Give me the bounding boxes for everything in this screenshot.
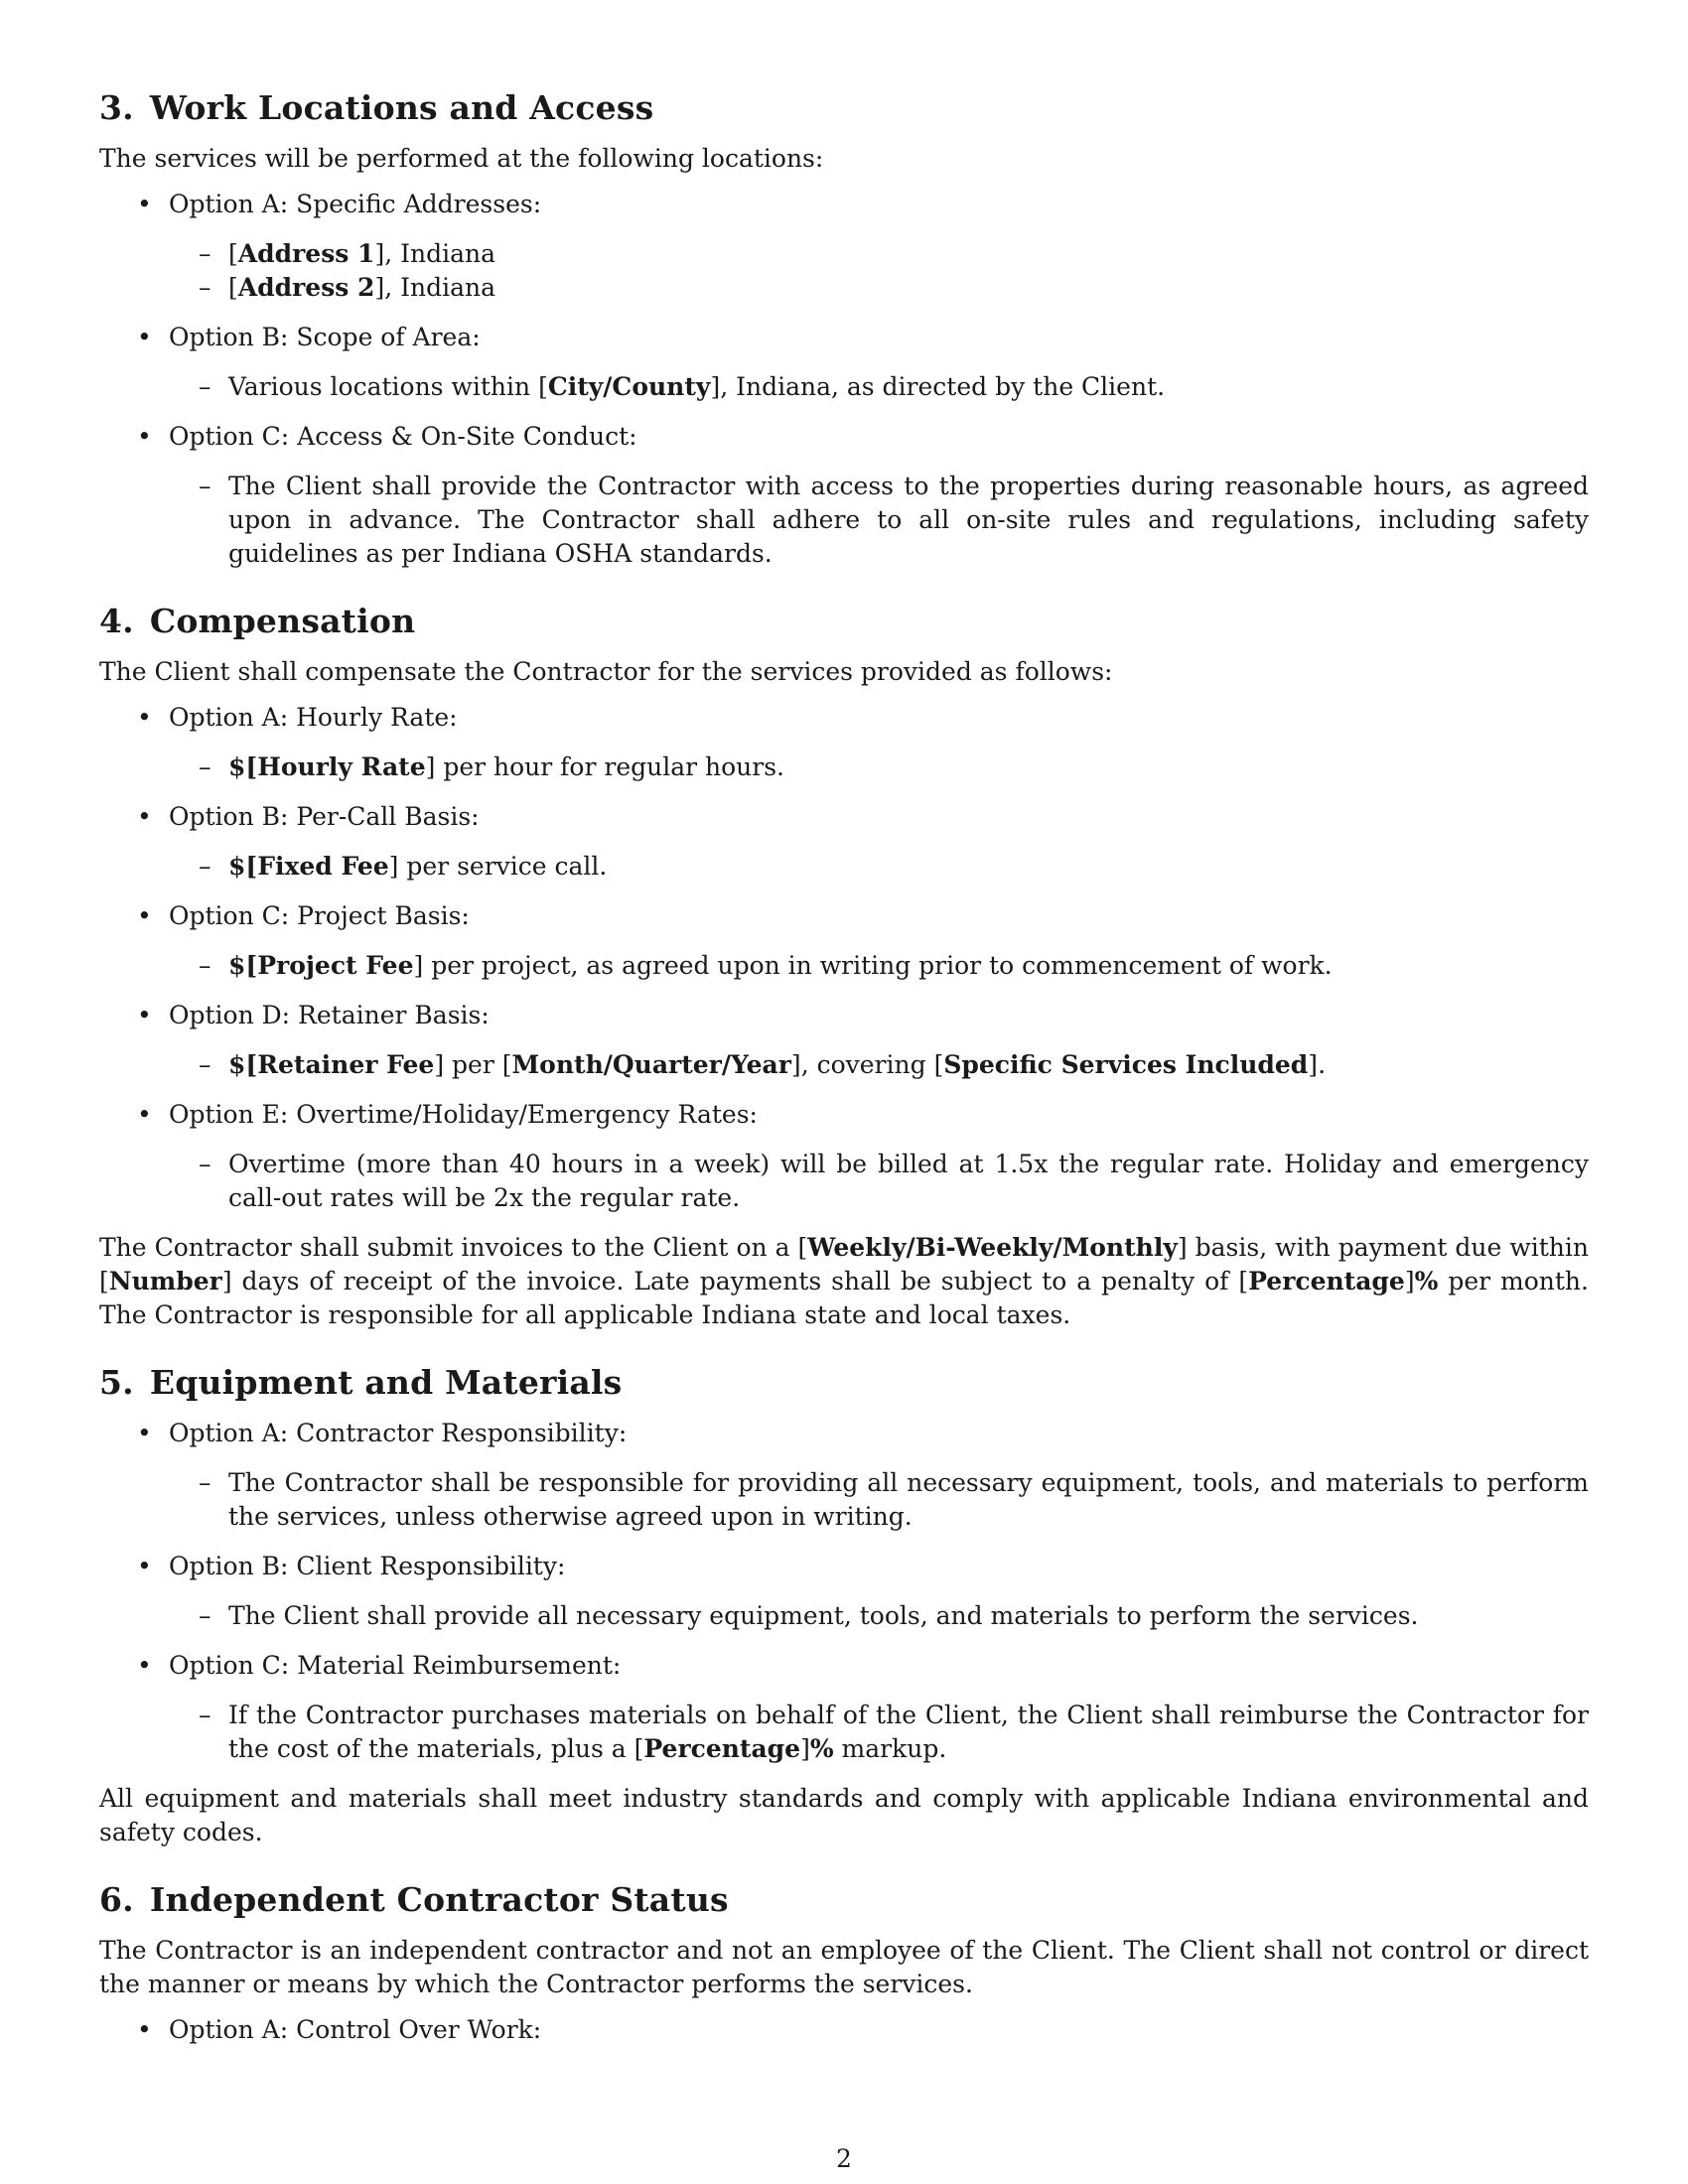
option-list <box>99 188 1589 571</box>
sub-item: – The Client shall provide all necessary equipment, tools, and materials to perform the services. <box>169 1599 1589 1633</box>
option-item: • Option C: Project Basis: – $[Project Fee] per project, as agreed upon in writing prior to commencement of work. <box>99 899 1589 983</box>
document-page <box>99 87 1589 2077</box>
sub-list <box>169 751 1589 784</box>
sub-list <box>169 1699 1589 1766</box>
option-item: • Option B: Per-Call Basis: – $[Fixed Fee] per service call. <box>99 800 1589 884</box>
sub-item: – If the Contractor purchases materials on behalf of the Client, the Client shall reimburse the Contractor for the cost of the materials, plus a [Percentage]% markup. <box>169 1699 1589 1766</box>
sub-list <box>169 1466 1589 1534</box>
sub-item: – [Address 1], Indiana <box>169 237 1589 271</box>
section-independent-contractor <box>99 1879 1589 2047</box>
option-list <box>99 2013 1589 2047</box>
option-item: • Option A: Control Over Work: <box>99 2013 1589 2047</box>
sub-item: – $[Project Fee] per project, as agreed upon in writing prior to commencement of work. <box>169 949 1589 983</box>
option-item: • Option A: Specific Addresses: – [Address 1], Indiana – [Address 2], Indiana <box>99 188 1589 305</box>
placeholder-field: City/County <box>547 371 711 401</box>
option-list <box>99 1417 1589 1766</box>
page-number: 2 <box>836 2144 852 2173</box>
placeholder-field: Specific Services Included <box>943 1049 1309 1079</box>
sub-list <box>169 370 1589 404</box>
placeholder-field: Percentage <box>643 1733 801 1763</box>
section-heading: 6. Independent Contractor Status <box>99 1879 729 1919</box>
option-item: • Option A: Hourly Rate: – $[Hourly Rate] per hour for regular hours. <box>99 701 1589 784</box>
paragraph: All equipment and materials shall meet industry standards and comply with applicable Indiana environmental and safety codes. <box>99 1783 1589 1846</box>
section-heading: 3. Work Locations and Access <box>99 88 654 127</box>
paragraph: The Contractor is an independent contractor and not an employee of the Client. The Client shall not control or direct the manner or means by which the Contractor performs the services. <box>99 1935 1589 1998</box>
placeholder-field: Retainer Fee <box>257 1049 435 1079</box>
sub-item: – $[Hourly Rate] per hour for regular hours. <box>169 751 1589 784</box>
sub-item: – Overtime (more than 40 hours in a week) will be billed at 1.5x the regular rate. Holiday and emergency call-out rates will be 2x the regular rate. <box>169 1148 1589 1215</box>
placeholder-field: Address 2 <box>237 272 375 302</box>
option-item: • Option E: Overtime/Holiday/Emergency Rates: – Overtime (more than 40 hours in a week) will be billed at 1.5x the regular rate. Holiday and emergency call-out rates will be 2x the regular rate. <box>99 1098 1589 1215</box>
sub-list <box>169 1048 1589 1082</box>
paragraph: The services will be performed at the following locations: <box>99 143 824 173</box>
placeholder-field: Number <box>108 1266 222 1296</box>
option-list <box>99 701 1589 1215</box>
sub-list <box>169 470 1589 571</box>
section-compensation <box>99 601 1589 1332</box>
sub-list <box>169 1148 1589 1215</box>
placeholder-field: Hourly Rate <box>257 751 426 781</box>
option-item: • Option B: Client Responsibility: – The Client shall provide all necessary equipment, tools, and materials to perform the services. <box>99 1550 1589 1633</box>
placeholder-field: Fixed Fee <box>257 851 389 881</box>
sub-list <box>169 237 1589 305</box>
sub-list <box>169 1599 1589 1633</box>
paragraph: The Client shall compensate the Contractor for the services provided as follows: <box>99 656 1113 686</box>
sub-item: – $[Fixed Fee] per service call. <box>169 850 1589 884</box>
placeholder-field: Address 1 <box>237 238 375 268</box>
placeholder-field: Percentage <box>1248 1266 1405 1296</box>
sub-item: – [Address 2], Indiana <box>169 271 1589 305</box>
sub-item: – Various locations within [City/County], Indiana, as directed by the Client. <box>169 370 1589 404</box>
option-item: • Option A: Contractor Responsibility: – The Contractor shall be responsible for providing all necessary equipment, tools, and materials to perform the services, unless otherwise agreed upon in writing. <box>99 1417 1589 1534</box>
section-equipment <box>99 1362 1589 1849</box>
paragraph: The Contractor shall submit invoices to the Client on a [Weekly/Bi-Weekly/Monthly] basis, with payment due within [Number] days of receipt of the invoice. Late payments shall be subject to a penalty of [Percentage]% per month. The Contractor is responsible for all applicable Indiana state and local taxes. <box>99 1232 1589 1329</box>
sub-list <box>169 949 1589 983</box>
section-heading: 5. Equipment and Materials <box>99 1362 623 1402</box>
sub-item: – The Contractor shall be responsible for providing all necessary equipment, tools, and materials to perform the services, unless otherwise agreed upon in writing. <box>169 1466 1589 1534</box>
sub-item: – $[Retainer Fee] per [Month/Quarter/Year], covering [Specific Services Included]. <box>169 1048 1589 1082</box>
placeholder-field: Month/Quarter/Year <box>511 1049 791 1079</box>
option-item: • Option B: Scope of Area: – Various locations within [City/County], Indiana, as directed by the Client. <box>99 321 1589 404</box>
option-item: • Option D: Retainer Basis: – $[Retainer Fee] per [Month/Quarter/Year], covering [Specific Services Included]. <box>99 999 1589 1082</box>
section-work-locations <box>99 87 1589 571</box>
option-item: • Option C: Material Reimbursement: – If the Contractor purchases materials on behalf of the Client, the Client shall reimburse the Contractor for the cost of the materials, plus a [Percentage]% markup. <box>99 1649 1589 1766</box>
placeholder-field: Weekly/Bi-Weekly/Monthly <box>807 1232 1178 1262</box>
sub-item: – The Client shall provide the Contractor with access to the properties during reasonable hours, as agreed upon in advance. The Contractor shall adhere to all on-site rules and regulations, including safety guidelines as per Indiana OSHA standards. <box>169 470 1589 571</box>
section-heading: 4. Compensation <box>99 601 416 640</box>
sub-list <box>169 850 1589 884</box>
option-item: • Option C: Access & On-Site Conduct: – The Client shall provide the Contractor with access to the properties during reasonable hours, as agreed upon in advance. The Contractor shall adhere to all on-site rules and regulations, including safety guidelines as per Indiana OSHA standards. <box>99 420 1589 571</box>
placeholder-field: Project Fee <box>257 950 414 980</box>
